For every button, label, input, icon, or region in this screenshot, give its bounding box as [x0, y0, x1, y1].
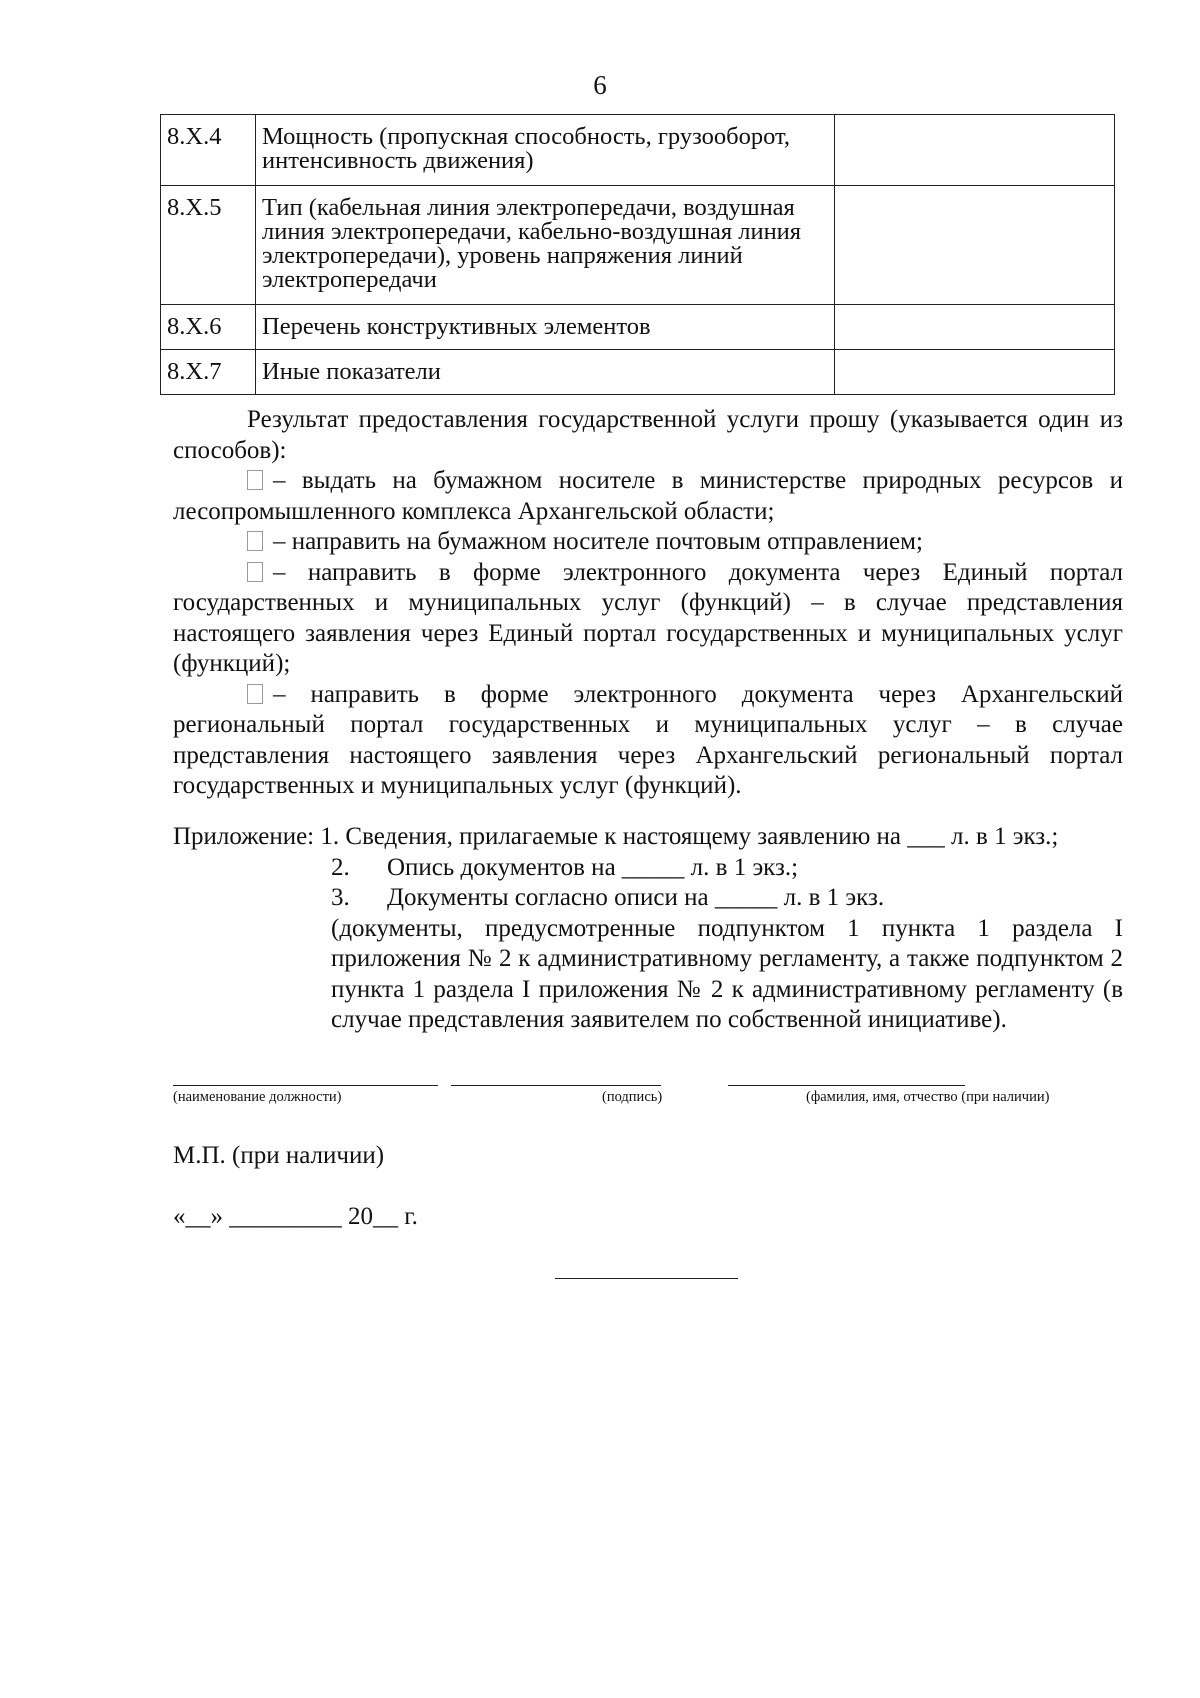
row-description: Мощность (пропускная способность, грузооборот, интенсивность движения): [256, 115, 835, 186]
result-option: [173, 680, 1123, 802]
attachment-num: 3.: [331, 884, 350, 911]
result-option-text: – выдать на бумажном носителе в министерстве природных ресурсов и лесопромышленного комплекса Архангельской области;: [173, 467, 1123, 525]
result-intro: Результат предоставления государственной услуги прошу (указывается один из способов):: [173, 406, 1123, 464]
position-line[interactable]: [173, 1085, 438, 1086]
attachment-text: Сведения, прилагаемые к настоящему заявлению на ___ л. в 1 экз.;: [345, 823, 1059, 850]
result-option: [173, 466, 1123, 527]
date-line: «__» _________ 20__ г.: [173, 1203, 418, 1230]
checkbox-icon[interactable]: [247, 470, 263, 490]
signature-block: [0, 1085, 1200, 1125]
attachment-item: [173, 853, 1123, 884]
result-option-text: – направить на бумажном носителе почтовым отправлением;: [273, 528, 923, 555]
table-row: [161, 115, 1115, 186]
attachment-item: [173, 883, 1123, 914]
page-number: 6: [593, 70, 607, 100]
row-value-cell[interactable]: [835, 305, 1115, 350]
result-option: [173, 558, 1123, 680]
row-code: 8.X.4: [161, 115, 256, 186]
stamp-label: М.П. (при наличии): [173, 1142, 385, 1169]
position-caption: (наименование должности): [173, 1089, 342, 1105]
attachment-num: 2.: [331, 853, 350, 881]
attachment-text: Документы согласно описи на _____ л. в 1 экз.: [387, 884, 885, 911]
row-code: 8.X.6: [161, 305, 256, 350]
attachment-num: 1.: [320, 823, 340, 850]
table-row: [161, 350, 1115, 395]
result-section: [173, 405, 1123, 802]
end-divider: [555, 1278, 738, 1279]
name-caption: (фамилия, имя, отчество (при наличии): [806, 1089, 1050, 1105]
checkbox-icon[interactable]: [247, 684, 263, 704]
parameters-table: [160, 114, 1115, 395]
row-value-cell[interactable]: [835, 350, 1115, 395]
row-description: Иные показатели: [256, 350, 835, 395]
row-description: Перечень конструктивных элементов: [256, 305, 835, 350]
name-line[interactable]: [728, 1085, 965, 1086]
checkbox-icon[interactable]: [247, 562, 263, 582]
attachment-item: [173, 822, 1123, 853]
result-option-text: – направить в форме электронного документа через Архангельский региональный портал государственных и муниципальных услуг – в случае представления настоящего заявления через Архангельский региональный портал государственных и муниципальных услуг (функций).: [173, 680, 1123, 799]
row-code: 8.X.7: [161, 350, 256, 395]
attachment-text: Опись документов на _____ л. в 1 экз.;: [387, 853, 799, 881]
signature-caption: (подпись): [602, 1089, 663, 1105]
row-value-cell[interactable]: [835, 115, 1115, 186]
table-row: [161, 186, 1115, 305]
result-option-text: – направить в форме электронного документа через Единый портал государственных и муниципальных услуг (функций) – в случае представления настоящего заявления через Единый портал государственных и муниципальных услуг (функций);: [173, 558, 1123, 677]
attachments-section: [173, 822, 1123, 1036]
row-code: 8.X.5: [161, 186, 256, 305]
checkbox-icon[interactable]: [247, 531, 263, 551]
result-option: [173, 527, 1123, 558]
row-description: Тип (кабельная линия электропередачи, воздушная линия электропередачи, кабельно-воздушная линия электропередачи), уровень напряжения линий электропередачи: [256, 186, 835, 305]
row-value-cell[interactable]: [835, 186, 1115, 305]
table-row: [161, 305, 1115, 350]
signature-line[interactable]: [451, 1085, 661, 1086]
attachments-label: Приложение:: [173, 823, 315, 850]
attachment-note: (документы, предусмотренные подпунктом 1 пункта 1 раздела I приложения № 2 к административному регламенту, а также подпунктом 2 пункта 1 раздела I приложения № 2 к административному регламенту (в случае представления заявителем по собственной инициативе).: [331, 914, 1123, 1033]
